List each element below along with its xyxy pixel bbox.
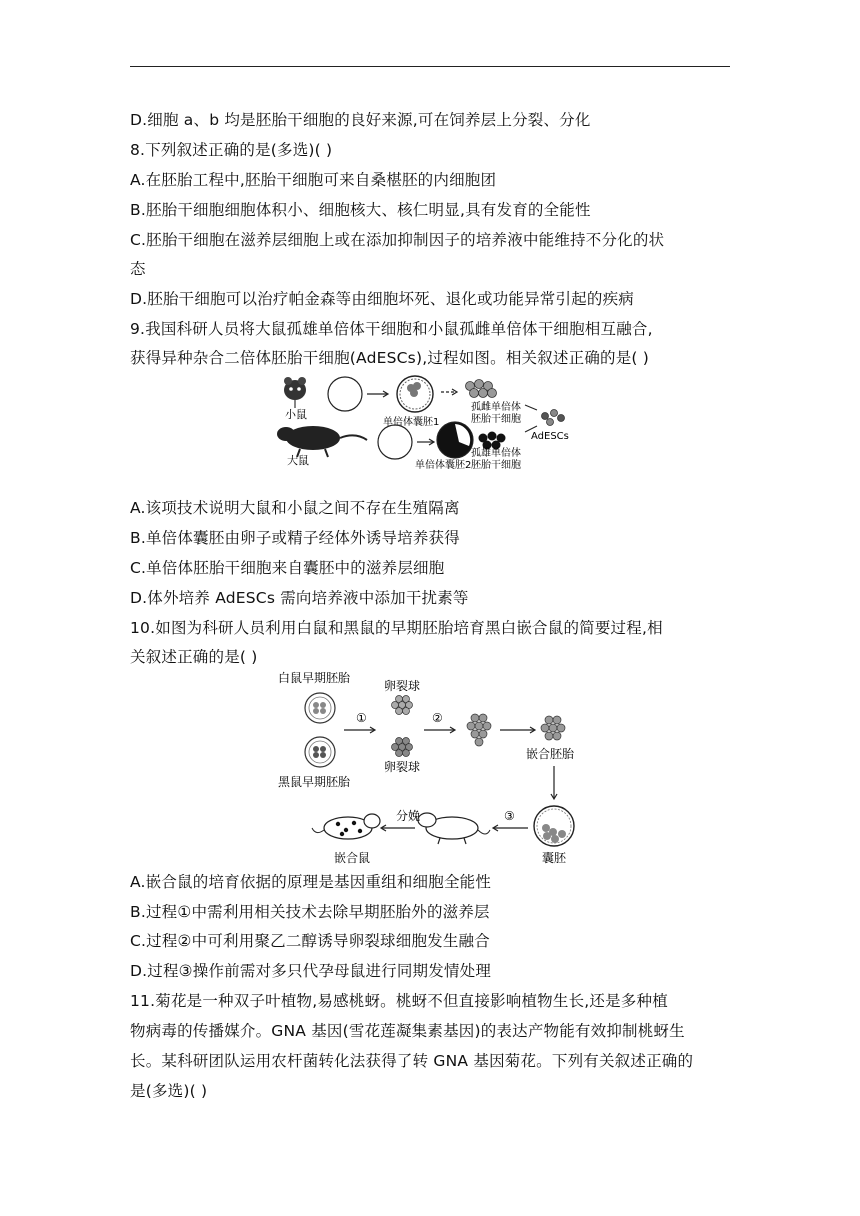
blastomere-bottom-label: 卵裂球	[384, 760, 421, 774]
q8-option-c-cont: 态	[130, 260, 146, 278]
mouse-icon	[284, 377, 306, 408]
q9-stem-1: 9.我国科研人员将大鼠孤雄单倍体干细胞和小鼠孤雌单倍体干细胞相互融合,	[130, 320, 653, 338]
male-stem-cell-cluster	[479, 432, 506, 450]
q9-option-d: D.体外培养 AdESCs 需向培养液中添加干扰素等	[130, 589, 469, 607]
q11-stem-1: 11.菊花是一种双子叶植物,易感桃蚜。桃蚜不但直接影响植物生长,还是多种植	[130, 992, 668, 1010]
q10-option-a: A.嵌合鼠的培育依据的原理是基因重组和细胞全能性	[130, 873, 492, 891]
blastocyst-label: 囊胚	[542, 851, 567, 865]
q8-option-d: D.胚胎干细胞可以治疗帕金森等由细胞坏死、退化或功能异常引起的疾病	[130, 290, 634, 308]
q9-stem-2: 获得异种杂合二倍体胚胎干细胞(AdESCs),过程如图。相关叙述正确的是( )	[130, 349, 650, 367]
blastomere-top	[392, 696, 413, 715]
mouse-label: 小鼠	[285, 408, 307, 421]
male-cell-label-2: 胚胎干细胞	[471, 460, 521, 470]
surrogate-mouse-icon	[418, 813, 490, 844]
black-early-embryo	[305, 737, 335, 767]
haploid-blastocyst-1	[397, 376, 433, 412]
q8-stem: 8.下列叙述正确的是(多选)( )	[130, 141, 333, 159]
q10-stem-1: 10.如图为科研人员利用白鼠和黑鼠的早期胚胎培育黑白嵌合鼠的简要过程,相	[130, 619, 663, 637]
q10-stem-2: 关叙述正确的是( )	[130, 648, 258, 666]
white-embryo-label: 白鼠早期胚胎	[278, 671, 351, 685]
q10-diagram	[272, 668, 588, 868]
q8-option-a: A.在胚胎工程中,胚胎干细胞可来自桑椹胚的内细胞团	[130, 171, 497, 189]
male-cell-label-1: 孤雄单倍体	[471, 448, 521, 459]
q9-diagram	[275, 372, 585, 470]
chimera-embryo-cells	[541, 716, 565, 740]
female-stem-cell-cluster	[466, 380, 497, 398]
step2-label: ②	[432, 711, 443, 725]
haploid-blastocyst-2	[437, 422, 473, 458]
q11-stem-2: 物病毒的传播媒介。GNA 基因(雪花莲凝集素基因)的表达产物能有效抑制桃蚜生	[130, 1022, 685, 1040]
q10-figure	[272, 668, 588, 872]
blastocyst	[534, 806, 574, 846]
chimera-embryo-label: 嵌合胚胎	[526, 747, 575, 761]
q9-option-b: B.单倍体囊胚由卵子或精子经体外诱导培养获得	[130, 529, 460, 547]
female-cell-label-2: 胚胎干细胞	[471, 414, 521, 425]
black-embryo-label: 黑鼠早期胚胎	[278, 775, 351, 789]
white-early-embryo	[305, 693, 335, 723]
q10-option-d: D.过程③操作前需对多只代孕母鼠进行同期发情处理	[130, 962, 492, 980]
q11-stem-3: 长。某科研团队运用农杆菌转化法获得了转 GNA 基因菊花。下列有关叙述正确的	[130, 1052, 694, 1070]
q7-option-d: D.细胞 a、b 均是胚胎干细胞的良好来源,可在饲养层上分裂、分化	[130, 111, 591, 129]
aggregated-blastomeres	[467, 714, 491, 746]
adescs-cells	[542, 410, 565, 426]
blastocyst1-label: 单倍体囊胚1	[383, 417, 440, 428]
blastomere-bottom	[392, 738, 413, 757]
delivery-label: 分娩	[396, 809, 421, 823]
adescs-label: AdESCs	[531, 431, 569, 442]
q10-option-c: C.过程②中可利用聚乙二醇诱导卵裂球细胞发生融合	[130, 932, 490, 950]
q9-figure	[275, 372, 585, 474]
q8-option-b: B.胚胎干细胞细胞体积小、细胞核大、核仁明显,具有发育的全能性	[130, 201, 591, 219]
chimera-mouse-label: 嵌合鼠	[334, 851, 371, 865]
rat-icon	[277, 426, 367, 457]
blastocyst2-label: 单倍体囊胚2	[415, 460, 472, 470]
q8-option-c: C.胚胎干细胞在滋养层细胞上或在添加抑制因子的培养液中能维持不分化的状	[130, 231, 665, 249]
q9-option-c: C.单倍体胚胎干细胞来自囊胚中的滋养层细胞	[130, 559, 445, 577]
blastomere-top-label: 卵裂球	[384, 679, 421, 693]
egg-cell	[328, 377, 362, 411]
sperm-egg-cell	[378, 425, 412, 459]
header-rule	[130, 66, 730, 67]
q11-stem-4: 是(多选)( )	[130, 1082, 208, 1100]
chimera-mouse-icon	[312, 814, 380, 839]
q9-option-a: A.该项技术说明大鼠和小鼠之间不存在生殖隔离	[130, 499, 460, 517]
step3-label: ③	[504, 809, 515, 823]
q10-option-b: B.过程①中需利用相关技术去除早期胚胎外的滋养层	[130, 903, 490, 921]
step1-label: ①	[356, 711, 367, 725]
female-cell-label-1: 孤雌单倍体	[471, 402, 521, 413]
rat-label: 大鼠	[287, 454, 309, 467]
